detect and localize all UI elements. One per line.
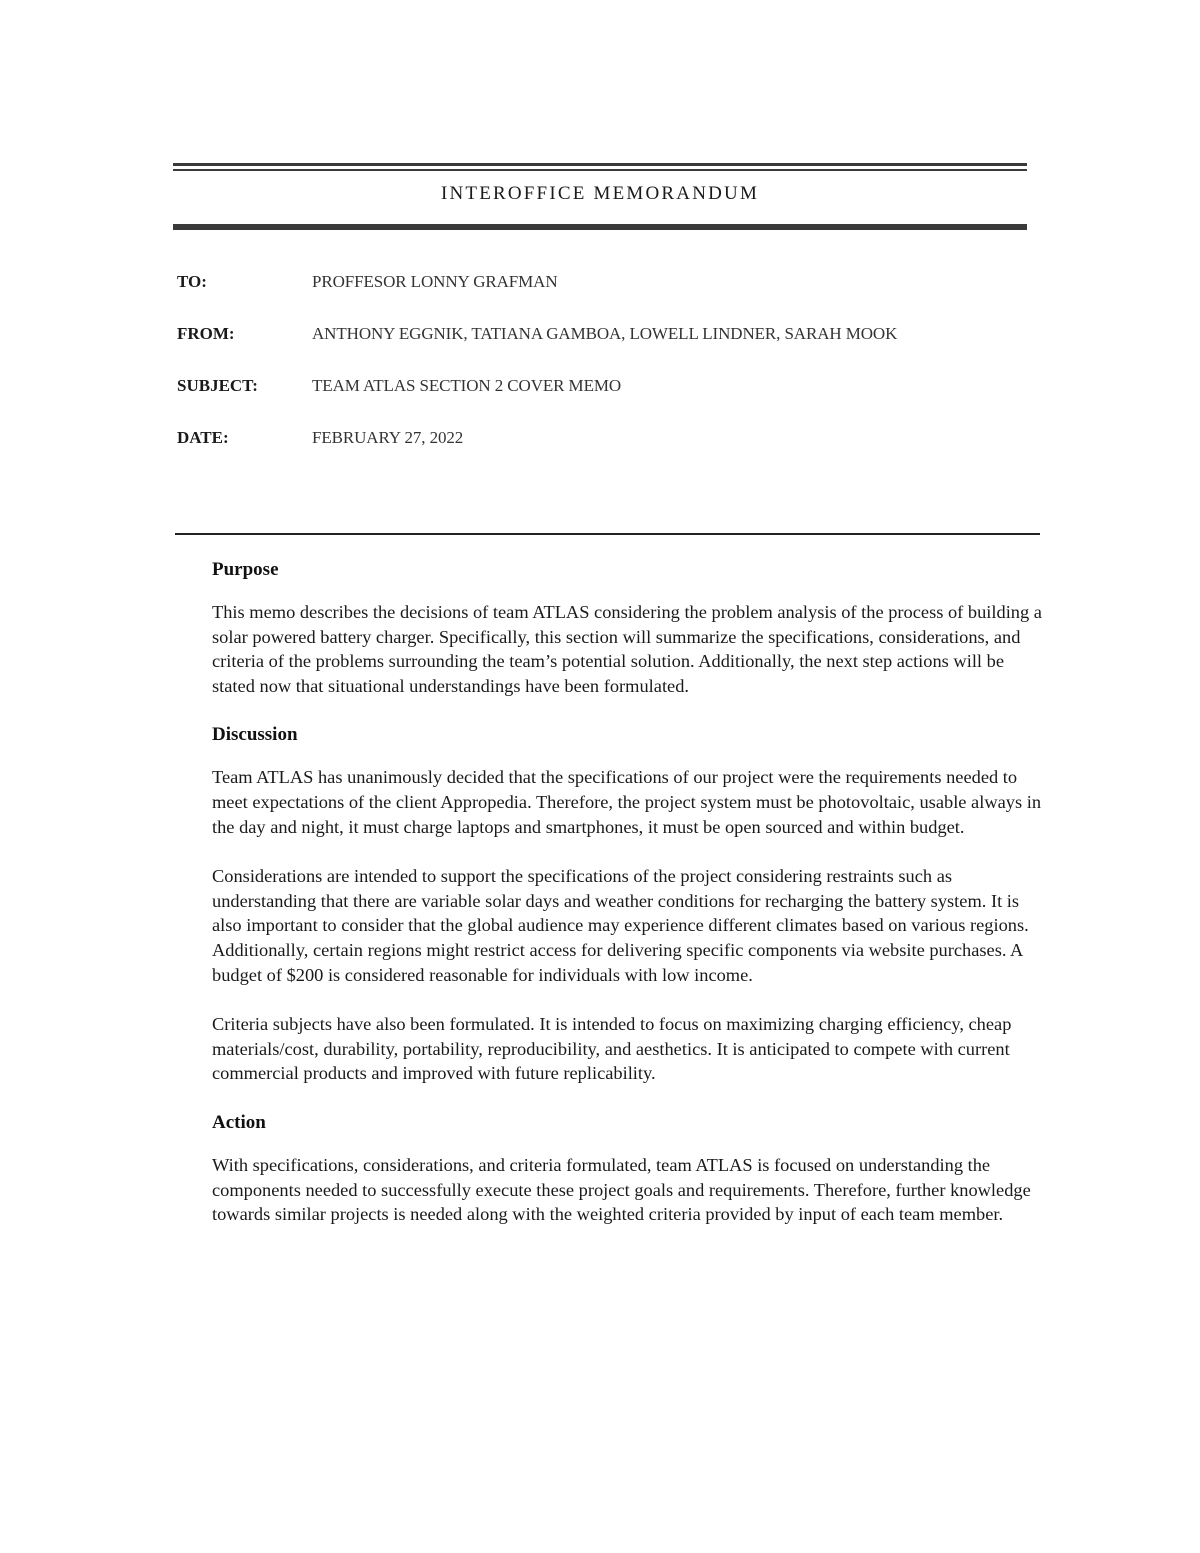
field-from-label: FROM: [177,324,235,343]
body-separator-rule [175,533,1040,535]
section-heading-purpose: Purpose [212,559,279,580]
purpose-paragraph: This memo describes the decisions of team ATLAS considering the problem analysis of the process of building a solar powered battery charger. Specifically, this section will summarize the specifications, considerations, and criteria of the problems surrounding the team’s potential solution. Additionally, the next step actions will be stated now that situational understandings have been formulated. [212,602,1042,696]
field-subject [177,376,1037,400]
header-rule-bottom [173,224,1027,230]
header-rule-top [173,163,1027,166]
field-from [177,324,1037,348]
field-date [177,428,1037,452]
section-heading-discussion: Discussion [212,724,298,746]
memo-body [212,558,1042,1252]
field-to-label: TO: [177,272,207,291]
field-subject-label: SUBJECT: [177,376,258,395]
field-to [177,272,1037,296]
discussion-paragraph-specifications: Team ATLAS has unanimously decided that the specifications of our project were the requirements needed to meet expectations of the client Appropedia. Therefore, the project system must be photovoltaic, usable always in the day and night, it must charge laptops and smartphones, it must be open sourced and within budget. [212,767,1042,837]
memo-title: INTEROFFICE MEMORANDUM [440,183,760,204]
field-date-label: DATE: [177,428,229,447]
field-subject-value: TEAM ATLAS SECTION 2 COVER MEMO [312,376,622,395]
discussion-paragraph-considerations: Considerations are intended to support the specifications of the project considering restraints such as understanding that there are variable solar days and weather conditions for recharging the battery system. It is also important to consider that the global audience may experience different climates based on various regions. Additionally, certain regions might restrict access for delivering specific components via website purchases. A budget of $200 is considered reasonable for individuals with low income. [212,866,1029,985]
field-from-value: ANTHONY EGGNIK, TATIANA GAMBOA, LOWELL LINDNER, SARAH MOOK [312,324,898,343]
field-date-value: FEBRUARY 27, 2022 [312,428,464,447]
action-paragraph: With specifications, considerations, and criteria formulated, team ATLAS is focused on understanding the components needed to successfully execute these project goals and requirements. Therefore, further knowledge towards similar projects is needed along with the weighted criteria provided by input of each team member. [212,1154,1031,1225]
header-rule-top-secondary [173,169,1027,171]
field-to-value: PROFFESOR LONNY GRAFMAN [312,272,558,291]
section-heading-action: Action [212,1111,266,1133]
discussion-paragraph-criteria: Criteria subjects have also been formulated. It is intended to focus on maximizing charging efficiency, cheap materials/cost, durability, portability, reproducibility, and aesthetics. It is anticipated to compete with current commercial products and improved with future replicability. [212,1014,1012,1084]
